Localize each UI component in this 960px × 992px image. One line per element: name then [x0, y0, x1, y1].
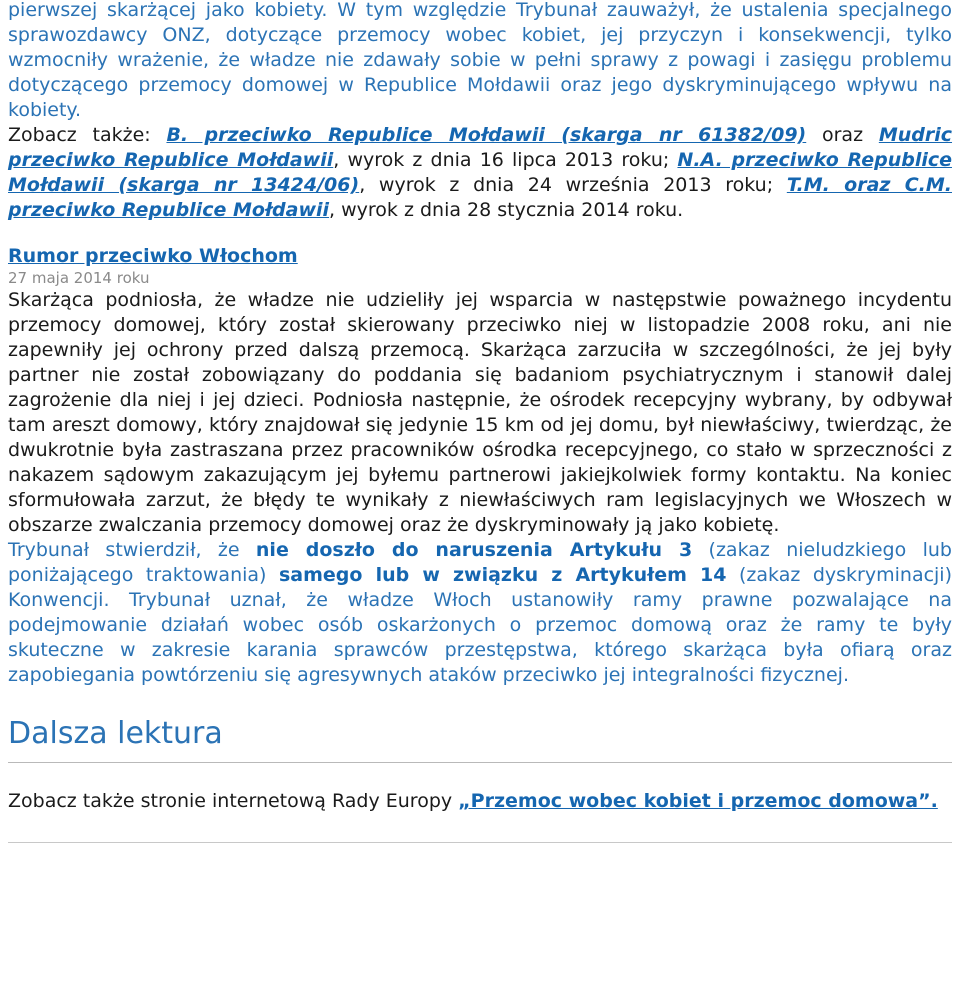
- case-link-b-moldova[interactable]: B. przeciwko Republice Mołdawii (skarga nr 61382/09): [166, 124, 807, 146]
- ruling-rest: (zakaz dyskryminacji) Konwencji. Trybunał uznał, że władze Włoch ustanowiły ramy prawne pozwalające na podejmowanie działań wobec osób oskarżonych o przemoc domową oraz że ramy te były skuteczne w zakresie karania sprawców przestępstwa, którego skarżąca była ofiarą oraz zapobiegania powtórzeniu się agresywnych ataków przeciwko jej integralności fizycznej.: [8, 564, 952, 686]
- case-link-na-moldova[interactable]: N.A. przeciwko Republice Mołdawii (skarga nr 13424/06): [8, 149, 952, 196]
- case-link-mudric[interactable]: Mudric przeciwko Republice Mołdawii: [8, 124, 953, 171]
- see-also-label: Zobacz także:: [8, 124, 151, 146]
- na-date: , wyrok z dnia 24 września 2013 roku;: [359, 174, 774, 196]
- case-link-tm-cm[interactable]: T.M. oraz C.M. przeciwko Republice Mołdawii: [8, 174, 952, 221]
- and-text: oraz: [822, 124, 864, 146]
- ruling-article-14: samego lub w związku z Artykułem 14: [278, 564, 727, 586]
- case-title-link[interactable]: Rumor przeciwko Włochom: [8, 245, 298, 267]
- case-section: [8, 223, 952, 688]
- mudric-date: , wyrok z dnia 16 lipca 2013 roku;: [333, 149, 670, 171]
- see-also-paragraph: [8, 123, 952, 223]
- case-body: Skarżąca podniosła, że władze nie udzieliły jej wsparcia w następstwie poważnego incydentu przemocy domowej, który został skierowany przeciwko niej w listopadzie 2008 roku, ani nie zapewniły jej ochrony przed dalszą przemocą. Skarżąca zarzuciła w szczególności, że jej były partner nie został zobowiązany do poddania się badaniom psychiatrycznym i stanowił dalej zagrożenie dla niej i jej dzieci. Podniosła następnie, że ośrodek recepcyjny wybrany, by odbywał tam areszt domowy, który znajdował się jedynie 15 km od jej domu, był niewłaściwy, twierdząc, że dwukrotnie była zastraszana przez pracowników ośrodka recepcyjnego, co stało w sprzeczności z nakazem sądowym zakazującym jej byłemu partnerowi jakiejkolwiek formy kontaktu. Na koniec sformułowała zarzut, że błędy te wynikały z niewłaściwych ram legislacyjnych we Włoszech w obszarze zwalczania przemocy domowej oraz że dyskryminowały ją jako kobietę.: [8, 289, 952, 536]
- ruling-paragraph: [8, 538, 952, 688]
- further-reading-text: Zobacz także stronie internetową Rady Europy: [8, 790, 459, 812]
- intro-section: [8, 0, 952, 223]
- ruling-article-3-desc: (zakaz nieludzkiego lub poniżającego traktowania): [8, 539, 952, 586]
- ruling-intro: Trybunał stwierdził, że: [8, 539, 256, 561]
- ruling-article-3: nie doszło do naruszenia Artykułu 3: [255, 539, 693, 561]
- further-reading-paragraph: [8, 789, 952, 814]
- tm-cm-date: , wyrok z dnia 28 stycznia 2014 roku.: [329, 199, 684, 221]
- further-reading-heading: Dalsza lektura: [8, 716, 223, 751]
- intro-paragraph: pierwszej skarżącej jako kobiety. W tym względzie Trybunał zauważył, że ustalenia specjalnego sprawozdawcy ONZ, dotyczące przemocy wobec kobiet, jej przyczyn i konsekwencji, tylko wzmocniły wrażenie, że władze nie zdawały sobie w pełni sprawy z powagi i zasięgu problemu dotyczącego przemocy domowej w Republice Mołdawii oraz jego dyskryminującego wpływu na kobiety.: [8, 0, 952, 121]
- council-europe-link[interactable]: „Przemoc wobec kobiet i przemoc domowa”.: [458, 790, 938, 812]
- heading-divider: [8, 762, 952, 763]
- bottom-divider: [8, 842, 952, 843]
- case-date: 27 maja 2014 roku: [8, 269, 150, 287]
